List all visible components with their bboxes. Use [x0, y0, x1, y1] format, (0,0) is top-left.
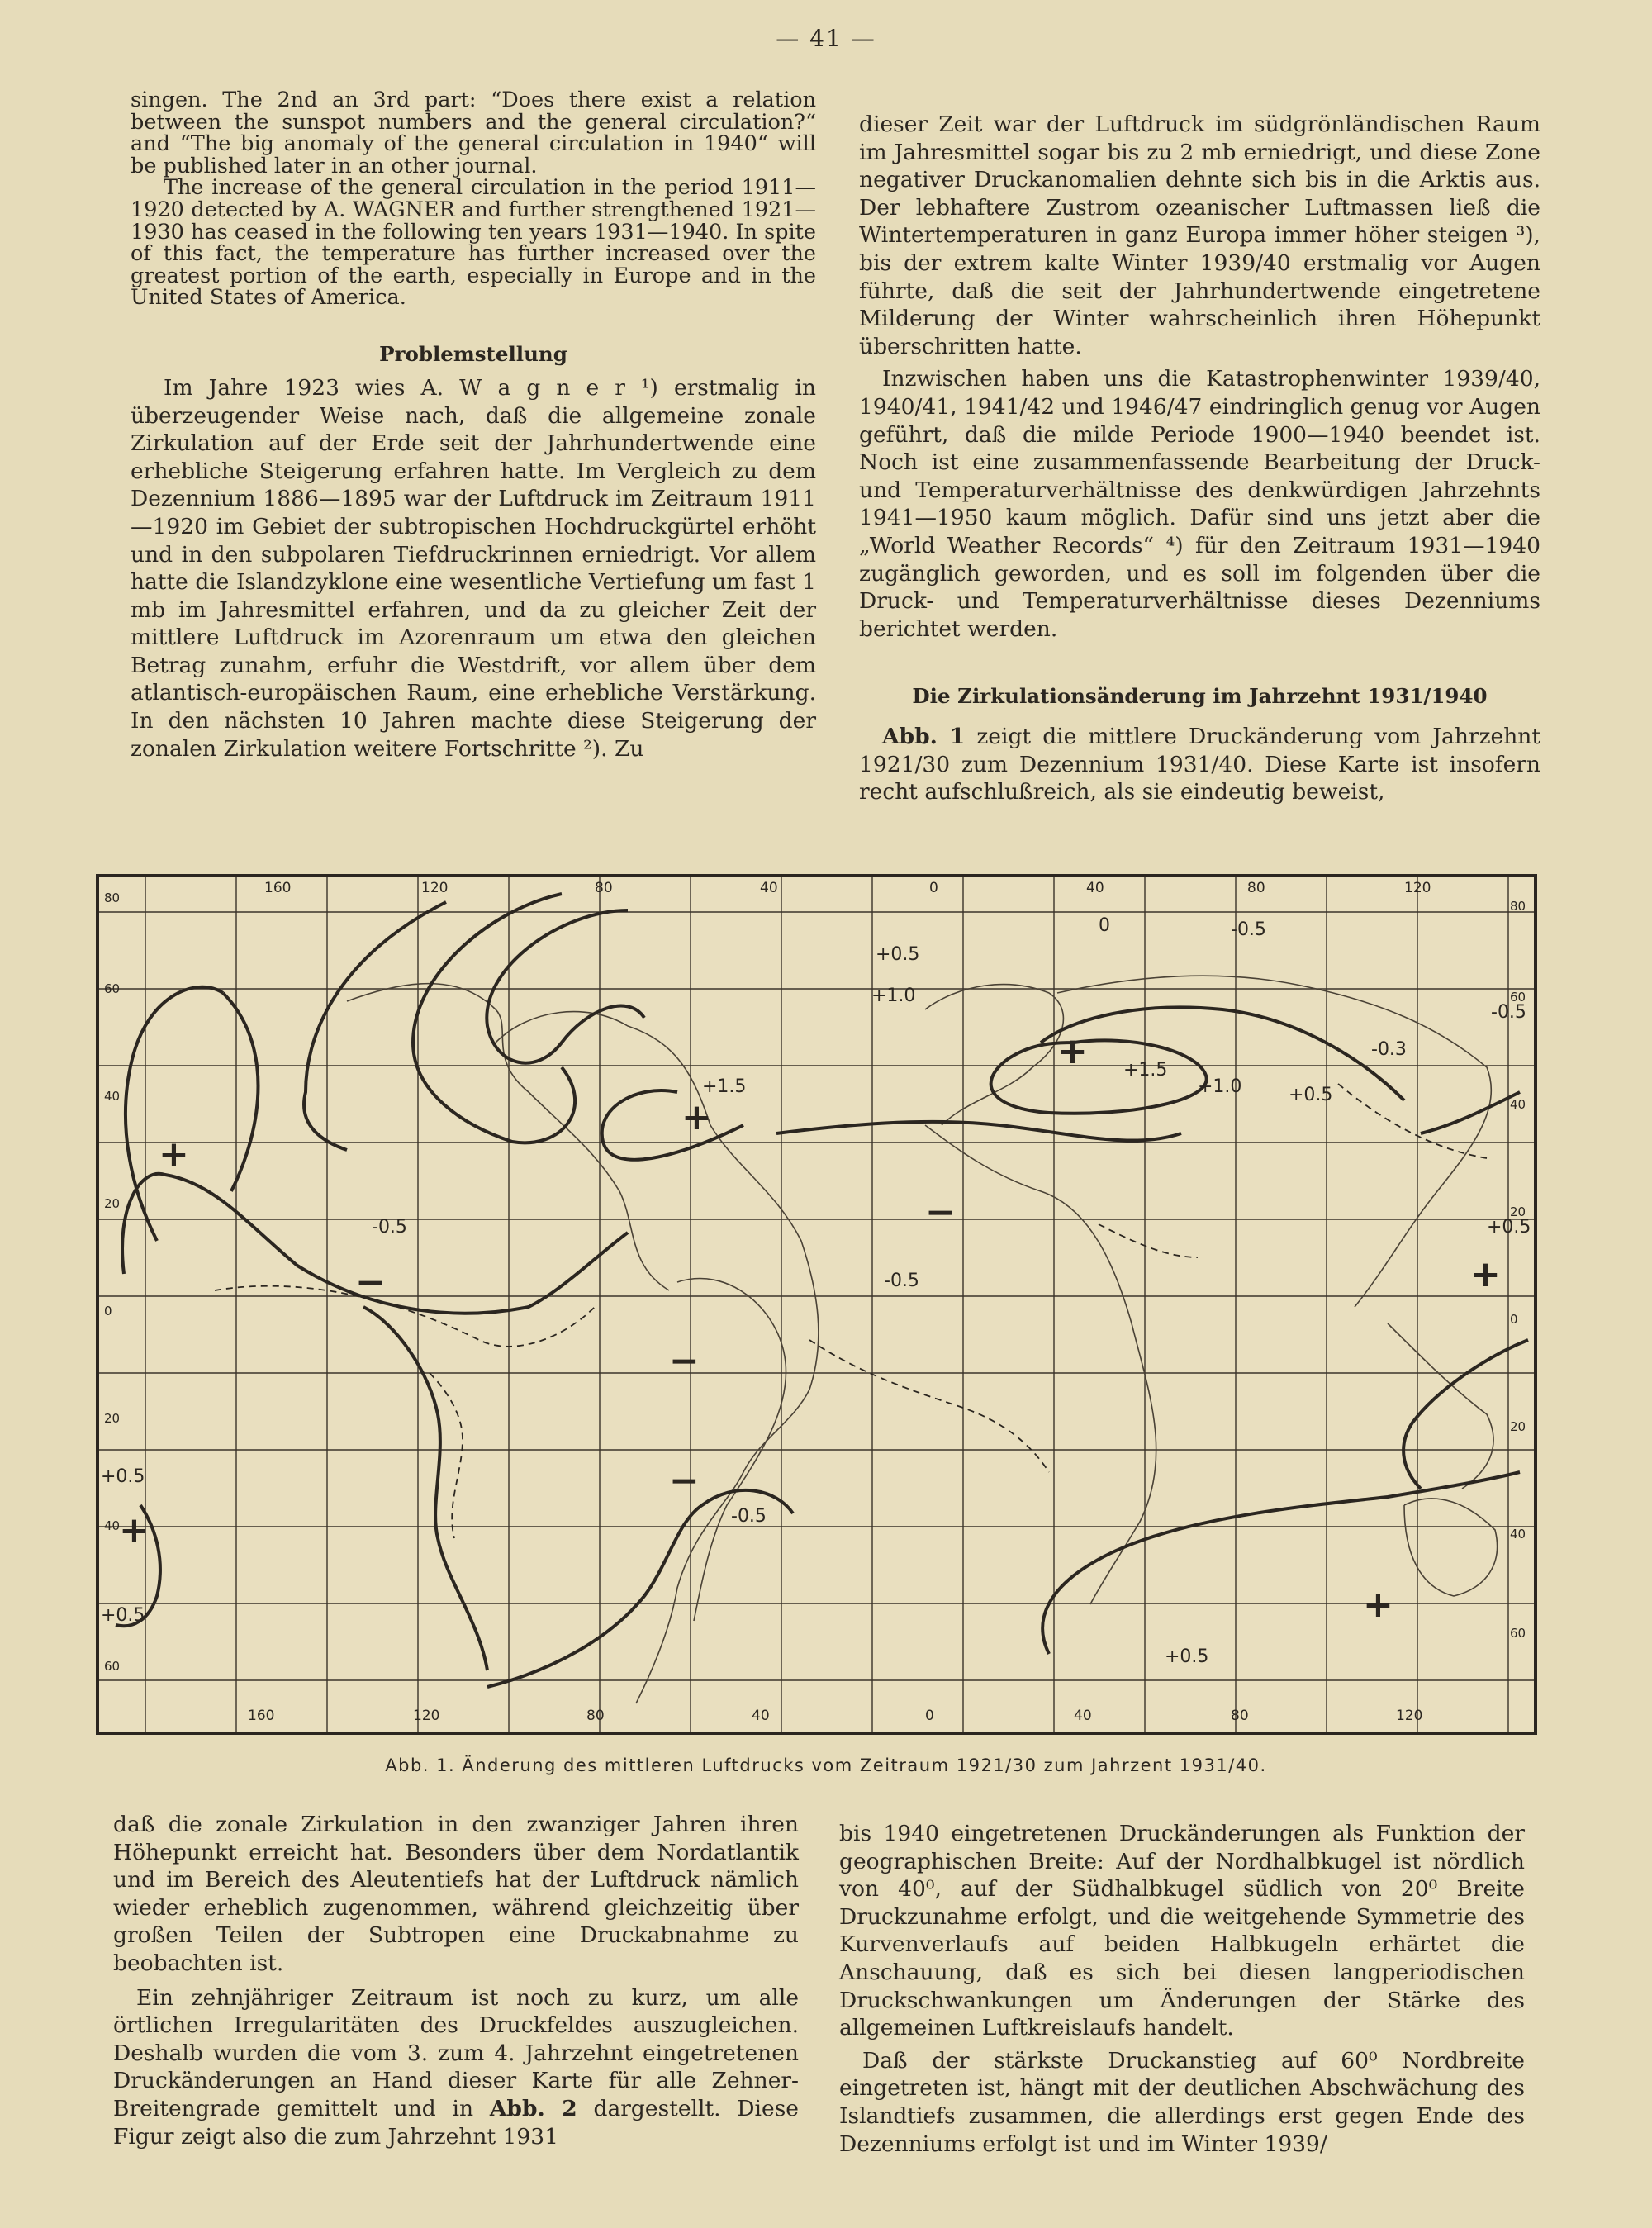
- left-bottom-paragraph-2-tail: dargestellt. Diese Figur zeigt also die zum Jahrzehnt 1931: [113, 2095, 799, 2150]
- isobar-label: +0.5: [1289, 1085, 1333, 1105]
- axis-label-right: 60: [1510, 990, 1526, 1005]
- right-paragraph-3: [859, 723, 1540, 806]
- axis-label-left: 20: [104, 1411, 121, 1426]
- dashed-isobars: [215, 1084, 1487, 1538]
- axis-label-right: 20: [1510, 1419, 1526, 1434]
- bottom-axis: [248, 1708, 1422, 1724]
- isobar-label: -0.5: [1491, 1002, 1526, 1023]
- figure-reference-abb2: Abb. 2: [489, 2095, 577, 2121]
- axis-label-left: 40: [104, 1089, 121, 1104]
- plus-sign: +: [159, 1133, 189, 1176]
- axis-label-right: 40: [1510, 1527, 1526, 1542]
- plus-sign: +: [681, 1096, 712, 1138]
- right-bottom-paragraph-2: Daß der stärkste Druckanstieg auf 60⁰ Nordbreite eingetreten ist, hängt mit der deutlichen Abschwächung des Islandtiefs zusammen, die allerdings erst gegen Ende des Dezenniums erfolgt ist und im Winter 1939/: [839, 2047, 1525, 2157]
- axis-label-bottom: 120: [413, 1708, 440, 1724]
- isobar-label: -0.5: [372, 1217, 407, 1238]
- isobar-label: +0.5: [101, 1466, 145, 1487]
- isobar-label: -0.5: [884, 1271, 919, 1291]
- english-summary-paragraph-1: singen. The 2nd an 3rd part: “Does there exist a relation between the sunspot numbers and the general circulation?“ and “The big anomaly of the general circulation in 1940“ will be published later in an other journal.: [131, 88, 816, 178]
- minus-sign: −: [355, 1261, 386, 1304]
- axis-label-left: 80: [104, 891, 121, 905]
- right-paragraph-3-text: zeigt die mittlere Druckänderung vom Jahrzehnt 1921/30 zum Dezennium 1931/40. Diese Karte ist insofern recht aufschlußreich, als sie eindeutig beweist,: [859, 724, 1541, 805]
- axis-label-top: 80: [595, 880, 613, 896]
- minus-sign: −: [925, 1191, 956, 1233]
- axis-label-bottom: 160: [248, 1708, 275, 1724]
- right-column-top: [859, 111, 1540, 806]
- axis-label-bottom: 80: [586, 1708, 605, 1724]
- section-heading-problemstellung: Problemstellung: [379, 341, 567, 366]
- axis-label-bottom: 0: [925, 1708, 934, 1724]
- axis-label-right: 20: [1510, 1204, 1526, 1219]
- axis-label-right: 60: [1510, 1626, 1526, 1641]
- plus-sign: +: [1470, 1253, 1501, 1295]
- axis-label-bottom: 120: [1396, 1708, 1423, 1724]
- left-bottom-paragraph-2: [113, 1984, 799, 2151]
- axis-label-left: 0: [104, 1304, 112, 1318]
- axis-label-top: 120: [1404, 880, 1431, 896]
- axis-label-top: 40: [760, 880, 778, 896]
- page-number: — 41 —: [776, 25, 876, 52]
- isobar-label: +0.5: [1487, 1217, 1531, 1238]
- isobar-label: +1.0: [871, 986, 916, 1006]
- isobar-label: -0.5: [731, 1506, 767, 1527]
- figure-reference-abb1: Abb. 1: [882, 724, 966, 750]
- minus-sign: −: [669, 1460, 700, 1502]
- top-axis: [264, 880, 1431, 896]
- isobar-labels: [101, 915, 1531, 1667]
- left-column-top: [131, 89, 816, 762]
- left-bottom-paragraph-2-text: Ein zehnjähriger Zeitraum ist noch zu kurz, um alle örtlichen Irregularitäten des Druckfeldes auszugleichen. Deshalb wurden die vom 3. zum 4. Jahrzehnt eingetretenen Druckänderungen an Hand dieser Karte für alle Zehner-Breitengrade gemittelt und in: [113, 1984, 799, 2121]
- left-bottom-paragraph-1: daß die zonale Zirkulation in den zwanziger Jahren ihren Höhepunkt erreicht hat. Besonders über dem Nordatlantik und im Bereich des Aleutentiefs hat der Luftdruck nämlich wieder erheblich zugenommen, während gleichzeitig über großen Teilen der Subtropen eine Druckabnahme zu beobachten ist.: [113, 1812, 799, 1976]
- pressure-signs: [119, 1030, 1501, 1626]
- plus-sign: +: [1057, 1030, 1088, 1072]
- map-svg: [99, 877, 1534, 1732]
- right-column-bottom: [839, 1820, 1525, 2158]
- axis-label-left: 40: [104, 1518, 121, 1533]
- english-summary-paragraph-2: The increase of the general circulation in the period 1911—1920 detected by A. WAGNER and further strengthened 1921—1930 has ceased in the following ten years 1931—1940. In spite of this fact, the temperature has further increased over the greatest portion of the earth, especially in Europe and in the United States of America.: [131, 175, 816, 311]
- plus-sign: +: [119, 1509, 150, 1551]
- right-paragraph-1: dieser Zeit war der Luftdruck im südgrönländischen Raum im Jahresmittel sogar bis zu 2 mb erniedrigt, und diese Zone negativer Druckanomalien dehnte sich bis in die Arktis aus. Der lebhaftere Zustrom ozeanischer Luftmassen ließ die Wintertemperaturen in ganz Europa immer höher steigen ³), bis der extrem kalte Winter 1939/40 erstmalig vor Augen führte, daß die seit der Jahrhundertwende eingetretene Milderung der Winter wahrscheinlich ihren Höhepunkt überschritten hatte.: [859, 112, 1540, 359]
- minus-sign: −: [669, 1340, 700, 1382]
- isobar-label: -0.5: [1231, 919, 1266, 940]
- axis-label-left: 60: [104, 1659, 121, 1674]
- right-bottom-paragraph-1: bis 1940 eingetretenen Druckänderungen als Funktion der geographischen Breite: Auf der Nordhalbkugel ist nördlich von 40⁰, auf der Südhalbkugel südlich von 20⁰ Breite Druckzunahme erfolgt, und die weitgehende Symmetrie des Kurvenverlaufs auf beiden Halbkugeln erhärtet die Anschauung, daß es sich bei diesen langperiodischen Druckschwankungen um Änderungen der Stärke des allgemeinen Luftkreislaufs handelt.: [839, 1821, 1525, 2041]
- isobar-label: +0.5: [1165, 1646, 1209, 1667]
- isobar-label: -0.3: [1371, 1039, 1407, 1060]
- isobar-label: +1.5: [1123, 1060, 1168, 1081]
- axis-label-bottom: 80: [1231, 1708, 1249, 1724]
- axis-label-bottom: 40: [752, 1708, 770, 1724]
- plus-sign: +: [1363, 1584, 1393, 1626]
- left-column-bottom: [113, 1811, 799, 2150]
- left-axis: [104, 891, 120, 1674]
- axis-label-right: 40: [1510, 1097, 1526, 1112]
- axis-label-top: 160: [264, 880, 292, 896]
- axis-label-left: 20: [104, 1196, 121, 1211]
- isobar-label: +0.5: [876, 944, 920, 965]
- right-paragraph-2: Inzwischen haben uns die Katastrophenwinter 1939/40, 1940/41, 1941/42 und 1946/47 eindringlich genug vor Augen geführt, daß die milde Periode 1900—1940 beendet ist. Noch ist eine zusammenfassende Bearbeitung der Druck- und Temperaturverhältnisse des denkwürdigen Jahrzehnts 1941—1950 kaum möglich. Dafür sind uns jetzt aber die „World Weather Records“ ⁴) für den Zeitraum 1931—1940 zugänglich geworden, und es soll im folgenden über die Druck- und Temperaturverhältnisse dieses Dezenniums berichtet werden.: [859, 366, 1540, 642]
- axis-label-right: 80: [1510, 899, 1526, 914]
- isobar-label: +1.5: [702, 1076, 747, 1097]
- isobar-label: 0: [1099, 915, 1110, 936]
- axis-label-top: 40: [1086, 880, 1104, 896]
- axis-label-bottom: 40: [1074, 1708, 1092, 1724]
- axis-label-right: 0: [1510, 1312, 1518, 1327]
- axis-label-top: 0: [929, 880, 938, 896]
- section-heading-zirkulationsaenderung: Die Zirkulationsänderung im Jahrzehnt 1931/1940: [912, 684, 1488, 709]
- figure-caption: Abb. 1. Änderung des mittleren Luftdrucks vom Zeitraum 1921/30 zum Jahrzent 1931/40.: [385, 1755, 1267, 1775]
- axis-label-top: 80: [1247, 880, 1265, 896]
- axis-label-left: 60: [104, 981, 121, 996]
- axis-label-top: 120: [421, 880, 449, 896]
- pressure-change-map: [96, 874, 1537, 1735]
- isobar-label: +0.5: [101, 1605, 145, 1626]
- isobar-label: +1.0: [1198, 1076, 1242, 1097]
- problemstellung-paragraph: Im Jahre 1923 wies A. W a g n e r ¹) erstmalig in überzeugender Weise nach, daß die allgemeine zonale Zirkulation auf der Erde seit der Jahrhundertwende eine erhebliche Steigerung erfahren hatte. Im Vergleich zu dem Dezennium 1886—1895 war der Luftdruck im Zeitraum 1911—1920 im Gebiet der subtropischen Hochdruckgürtel erhöht und in den subpolaren Tiefdruckrinnen erniedrigt. Vor allem hatte die Islandzyklone eine wesentliche Vertiefung um fast 1 mb im Jahresmittel erfahren, und da zu gleicher Zeit der mittlere Luftdruck im Azorenraum um etwa den gleichen Betrag zunahm, erfuhr die Westdrift, vor allem über dem atlantisch-europäischen Raum, eine erhebliche Verstärkung. In den nächsten 10 Jahren machte diese Steigerung der zonalen Zirkulation weitere Fortschritte ²). Zu: [131, 374, 816, 762]
